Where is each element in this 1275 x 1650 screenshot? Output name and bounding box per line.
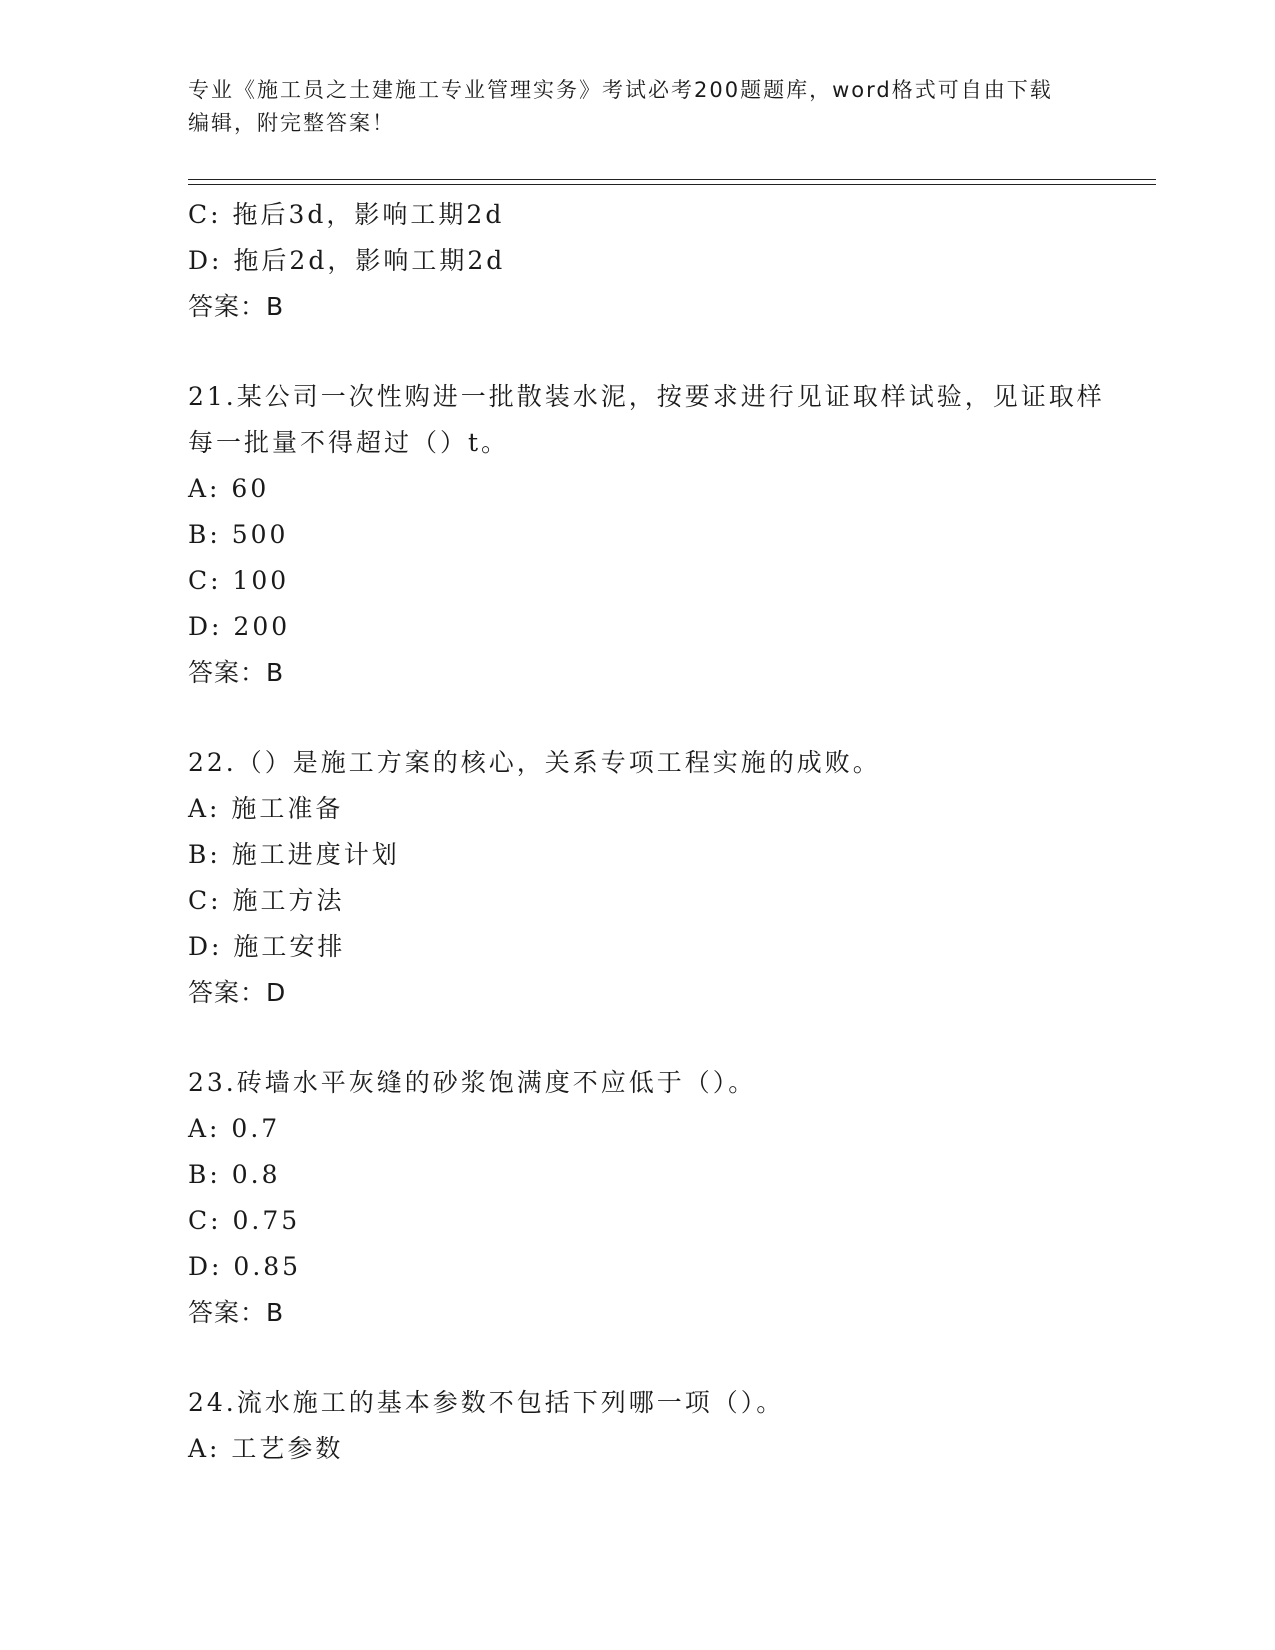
- option-c: C: 100: [188, 566, 290, 595]
- question-list: [188, 192, 1108, 1472]
- option-b: B: 0.8: [188, 1160, 281, 1189]
- question-block-continued: [188, 192, 1108, 330]
- option-c: C: 0.75: [188, 1206, 301, 1235]
- answer-line: 答案：D: [188, 978, 287, 1007]
- question-text: 24.流水施工的基本参数不包括下列哪一项（）。: [188, 1388, 785, 1417]
- header-divider-top: [188, 179, 1156, 180]
- option-a: A: 工艺参数: [188, 1434, 344, 1463]
- option-a: A: 0.7: [188, 1114, 281, 1143]
- question-text: 23.砖墙水平灰缝的砂浆饱满度不应低于（）。: [188, 1068, 757, 1097]
- header-title: 专业《施工员之土建施工专业管理实务》考试必考200题题库，word格式可自由下载编辑，附完整答案！: [188, 78, 1053, 135]
- option-d: D: 施工安排: [188, 932, 346, 961]
- option-a: A: 60: [188, 474, 270, 503]
- answer-line: 答案：B: [188, 292, 285, 321]
- option-c: C: 施工方法: [188, 886, 345, 915]
- document-header: [188, 74, 1068, 140]
- option-d: D: 0.85: [188, 1252, 302, 1281]
- question-block-22: [188, 740, 1108, 1016]
- option-b: B: 500: [188, 520, 289, 549]
- answer-line: 答案：B: [188, 658, 285, 687]
- question-text: 22.（）是施工方案的核心，关系专项工程实施的成败。: [188, 748, 881, 777]
- question-block-23: [188, 1060, 1108, 1336]
- option-b: B: 施工进度计划: [188, 840, 400, 869]
- question-text: 21.某公司一次性购进一批散装水泥，按要求进行见证取样试验，见证取样每一批量不得超过（）t。: [188, 382, 1105, 457]
- question-block-21: [188, 374, 1108, 696]
- answer-line: 答案：B: [188, 1298, 285, 1327]
- option-a: A: 施工准备: [188, 794, 344, 823]
- header-divider-bottom: [188, 184, 1156, 185]
- question-block-24: [188, 1380, 1108, 1472]
- option-d: D: 拖后2d，影响工期2d: [188, 246, 506, 275]
- option-c: C: 拖后3d，影响工期2d: [188, 200, 505, 229]
- option-d: D: 200: [188, 612, 291, 641]
